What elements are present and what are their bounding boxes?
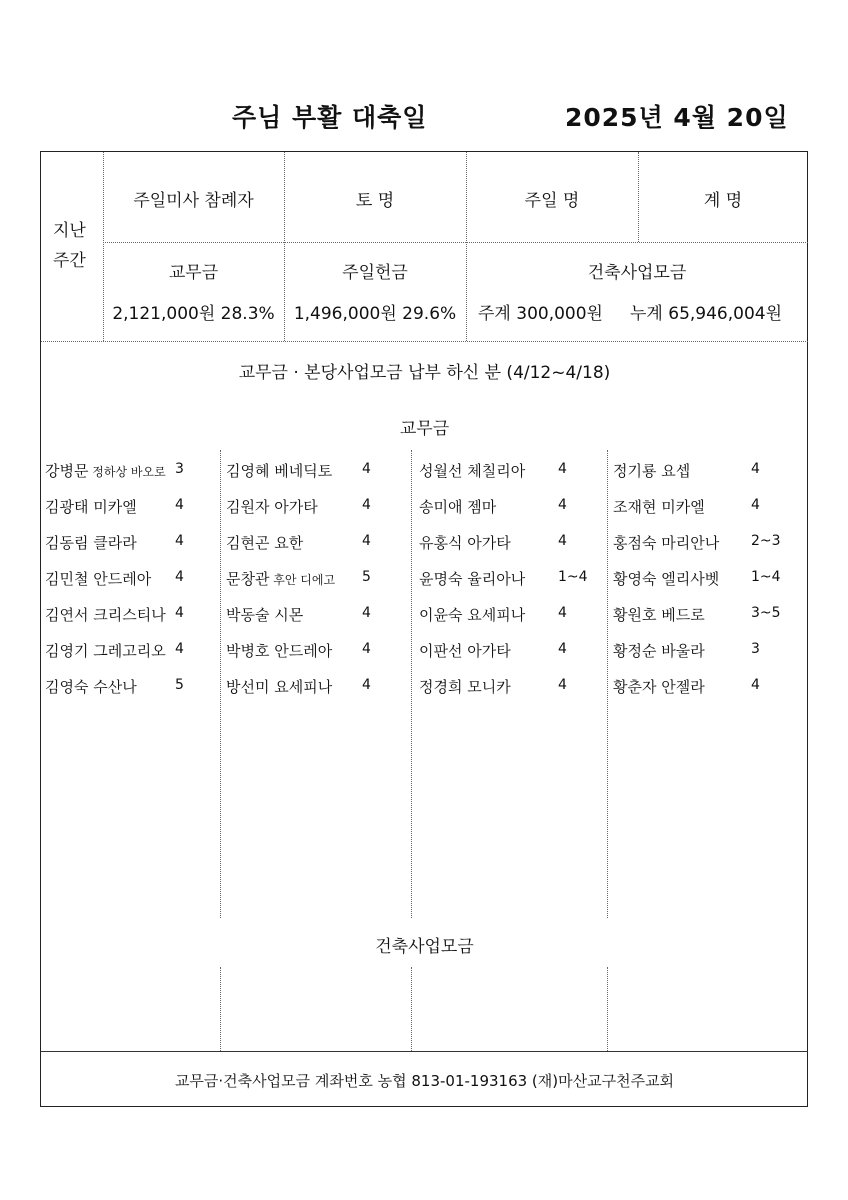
donor-months: 5 xyxy=(362,569,371,585)
donor-months: 1~4 xyxy=(751,569,781,585)
donor-months: 4 xyxy=(175,569,184,585)
donor-saint-name: 정하상 바오로 xyxy=(88,465,166,479)
page-title: 주님 부활 대축일 xyxy=(232,103,428,132)
donor-months: 4 xyxy=(751,497,760,513)
divider xyxy=(220,450,221,918)
donor-name: 성월선 체칠리아 xyxy=(419,462,526,480)
divider xyxy=(41,341,808,342)
donor-months: 4 xyxy=(175,641,184,657)
donor-months: 4 xyxy=(558,461,567,477)
donor-name: 김영혜 베네딕토 xyxy=(226,462,333,480)
building-week-value: 주계 300,000원 xyxy=(478,304,603,324)
donor-months: 4 xyxy=(175,605,184,621)
donor-name: 김원자 아가타 xyxy=(226,498,318,516)
donor-months: 4 xyxy=(558,677,567,693)
divider xyxy=(411,450,412,918)
saturday-count-header: 토 명 xyxy=(355,191,395,211)
donor-months: 3 xyxy=(751,641,760,657)
divider xyxy=(607,450,608,918)
building-fund-heading: 건축사업모금 xyxy=(375,937,474,957)
donor-name: 김민철 안드레아 xyxy=(45,570,152,588)
donor-months: 3~5 xyxy=(751,605,781,621)
donor-months: 4 xyxy=(751,677,760,693)
footer-divider xyxy=(41,1051,808,1052)
donor-name: 황정순 바울라 xyxy=(613,642,705,660)
donor-months: 4 xyxy=(362,497,371,513)
donor-name: 황영숙 엘리사벳 xyxy=(613,570,720,588)
mass-attendance-header: 주일미사 참례자 xyxy=(133,191,254,211)
total-count-header: 계 명 xyxy=(703,191,743,211)
donor-months: 4 xyxy=(558,641,567,657)
side-label-week: 주간 xyxy=(53,251,86,271)
donor-name: 황원호 베드로 xyxy=(613,606,705,624)
donor-name: 홍점숙 마리안나 xyxy=(613,534,720,552)
offering-value: 1,496,000원 29.6% xyxy=(293,304,457,324)
side-label-last: 지난 xyxy=(53,221,86,241)
donor-months: 4 xyxy=(558,605,567,621)
donor-name: 조재현 미카엘 xyxy=(613,498,705,516)
donor-name: 김연서 크리스티나 xyxy=(45,606,166,624)
donor-months: 5 xyxy=(175,677,184,693)
page-date: 2025년 4월 20일 xyxy=(565,103,789,132)
donor-name: 정기룡 요셉 xyxy=(613,462,691,480)
donor-months: 4 xyxy=(362,605,371,621)
donor-name: 유홍식 아가타 xyxy=(419,534,511,552)
donor-months: 3 xyxy=(175,461,184,477)
donor-name: 김광태 미카엘 xyxy=(45,498,137,516)
donor-name: 김영기 그레고리오 xyxy=(45,642,166,660)
donor-name: 윤명숙 율리아나 xyxy=(419,570,526,588)
donor-name: 송미애 젬마 xyxy=(419,498,497,516)
donor-name: 박병호 안드레아 xyxy=(226,642,333,660)
donor-months: 4 xyxy=(362,677,371,693)
divider xyxy=(466,152,467,341)
kyomu-value: 2,121,000원 28.3% xyxy=(112,304,275,324)
kyomu-label: 교무금 xyxy=(168,263,219,283)
account-info: 교무금·건축사업모금 계좌번호 농협 813-01-193163 (재)마산교구천주교회 xyxy=(174,1072,675,1090)
donor-months: 1~4 xyxy=(558,569,588,585)
offering-label: 주일헌금 xyxy=(342,263,408,283)
divider xyxy=(220,967,221,1051)
donor-name: 이판선 아가타 xyxy=(419,642,511,660)
donor-months: 4 xyxy=(175,497,184,513)
donor-saint-name: 후안 디에고 xyxy=(269,573,336,587)
donor-months: 4 xyxy=(751,461,760,477)
donor-name: 김동림 클라라 xyxy=(45,534,137,552)
donor-name: 정경희 모니카 xyxy=(419,678,511,696)
bulletin-frame xyxy=(40,151,808,1107)
divider xyxy=(103,242,808,243)
donor-months: 4 xyxy=(558,533,567,549)
donor-months: 2~3 xyxy=(751,533,781,549)
donor-months: 4 xyxy=(175,533,184,549)
donor-name: 문창관 후안 디에고 xyxy=(226,570,336,588)
donor-name: 강병문 정하상 바오로 xyxy=(45,462,166,480)
donor-name: 이윤숙 요세피나 xyxy=(419,606,526,624)
divider xyxy=(411,967,412,1051)
donor-months: 4 xyxy=(362,641,371,657)
donations-heading: 교무금 · 본당사업모금 납부 하신 분 (4/12~4/18) xyxy=(238,363,611,383)
donor-months: 4 xyxy=(362,533,371,549)
divider xyxy=(607,967,608,1051)
donor-name: 박동술 시몬 xyxy=(226,606,304,624)
donor-name: 김현곤 요한 xyxy=(226,534,304,552)
building-fund-label: 건축사업모금 xyxy=(587,263,687,283)
donor-months: 4 xyxy=(558,497,567,513)
donor-name: 황춘자 안젤라 xyxy=(613,678,705,696)
sunday-count-header: 주일 명 xyxy=(524,191,580,211)
kyomu-heading: 교무금 xyxy=(399,419,450,439)
building-total-value: 누계 65,946,004원 xyxy=(630,304,783,324)
donor-months: 4 xyxy=(362,461,371,477)
donor-name: 방선미 요세피나 xyxy=(226,678,333,696)
donor-name: 김영숙 수산나 xyxy=(45,678,137,696)
